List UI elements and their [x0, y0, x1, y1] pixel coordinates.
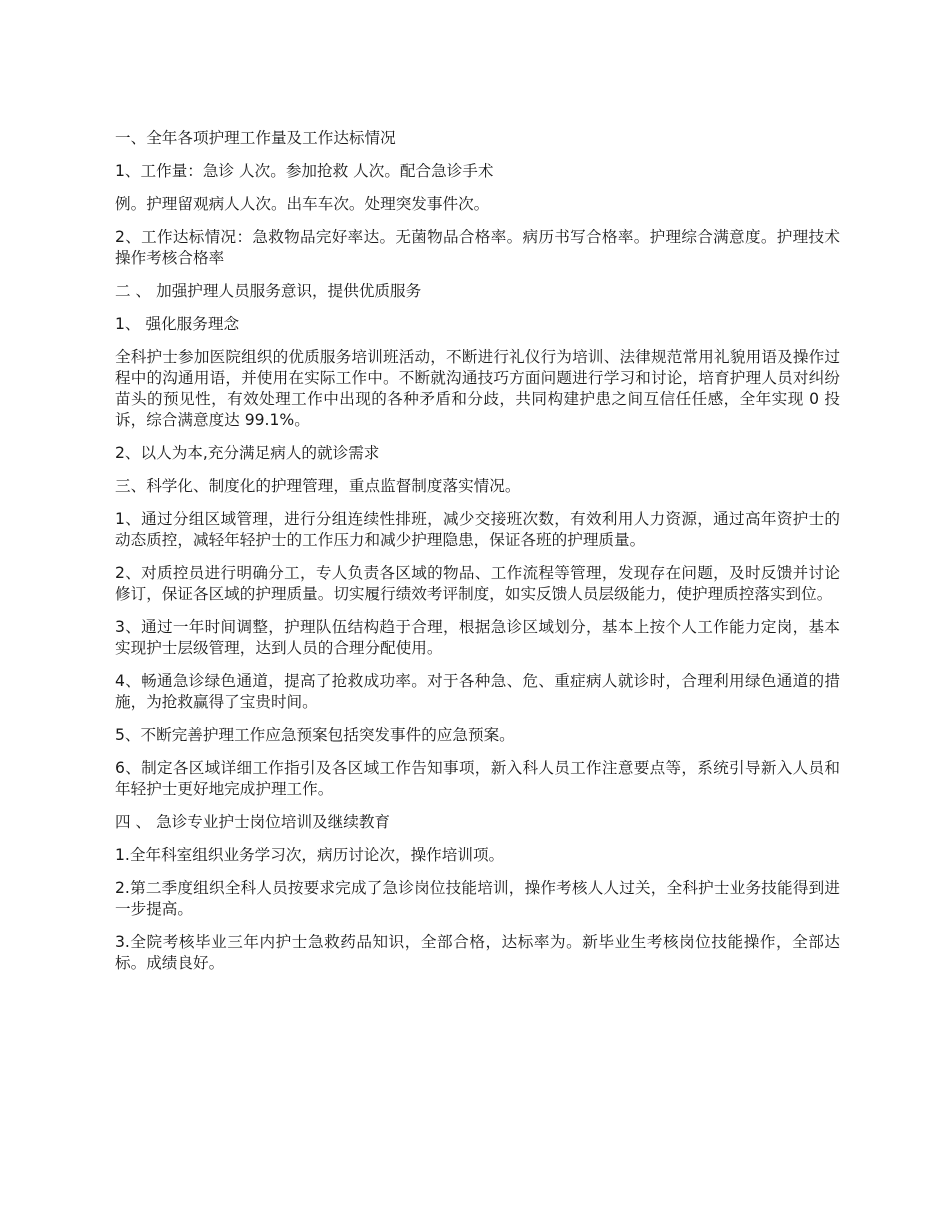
training-item-3: 3.全院考核毕业三年内护士急救药品知识，全部合格，达标率为。新毕业生考核岗位技能操作，全部达标。成绩良好。 — [115, 933, 840, 972]
service-training-paragraph: 全科护士参加医院组织的优质服务培训班活动，不断进行礼仪行为培训、法律规范常用礼貌用语及操作过程中的沟通用语，并使用在实际工作中。不断就沟通技巧方面问题进行学习和讨论，培育护理人员对纠纷苗头的预见性，有效处理工作中出现的各种矛盾和分歧，共同构建护患之间互信任任感，全年实现 0 投诉，综合满意度达 99.1%。 — [115, 348, 840, 429]
heading-section-3: 三、科学化、制度化的护理管理，重点监督制度落实情况。 — [115, 477, 521, 495]
management-item-2: 2、对质控员进行明确分工，专人负责各区域的物品、工作流程等管理，发现存在问题，及时反馈并讨论修订，保证各区域的护理质量。切实履行绩效考评制度，如实反馈人员层级能力，使护理质控落实到位。 — [115, 564, 840, 603]
subheading-patient-centered: 2、以人为本,充分满足病人的就诊需求 — [115, 444, 380, 462]
management-item-1: 1、通过分组区域管理，进行分组连续性排班，减少交接班次数，有效利用人力资源，通过高年资护士的动态质控，减轻年轻护士的工作压力和减少护理隐患，保证各班的护理质量。 — [115, 510, 840, 549]
management-item-5: 5、不断完善护理工作应急预案包括突发事件的应急预案。 — [115, 726, 515, 744]
subheading-service-concept: 1、 强化服务理念 — [115, 315, 240, 333]
management-item-6: 6、制定各区域详细工作指引及各区域工作告知事项，新入科人员工作注意要点等，系统引导新入人员和年轻护士更好地完成护理工作。 — [115, 759, 840, 798]
training-item-2: 2.第二季度组织全科人员按要求完成了急诊岗位技能培训，操作考核人人过关，全科护士业务技能得到进一步提高。 — [115, 879, 840, 918]
heading-section-1: 一、全年各项护理工作量及工作达标情况 — [115, 129, 396, 147]
training-item-1: 1.全年科室组织业务学习次，病历讨论次，操作培训项。 — [115, 846, 505, 864]
management-item-4: 4、畅通急诊绿色通道，提高了抢救成功率。对于各种急、危、重症病人就诊时，合理利用绿色通道的措施，为抢救赢得了宝贵时间。 — [115, 672, 840, 711]
workload-line-1: 1、工作量：急诊 人次。参加抢救 人次。配合急诊手术 — [115, 162, 494, 180]
heading-section-2: 二 、 加强护理人员服务意识，提供优质服务 — [115, 282, 422, 300]
management-item-3: 3、通过一年时间调整，护理队伍结构趋于合理，根据急诊区域划分，基本上按个人工作能力定岗，基本实现护士层级管理，达到人员的合理分配使用。 — [115, 618, 840, 657]
heading-section-4: 四 、 急诊专业护士岗位培训及继续教育 — [115, 813, 391, 831]
document-body — [115, 128, 840, 986]
standards-paragraph: 2、工作达标情况：急救物品完好率达。无菌物品合格率。病历书写合格率。护理综合满意度。护理技术操作考核合格率 — [115, 228, 840, 267]
workload-line-2: 例。护理留观病人人次。出车车次。处理突发事件次。 — [115, 195, 490, 213]
